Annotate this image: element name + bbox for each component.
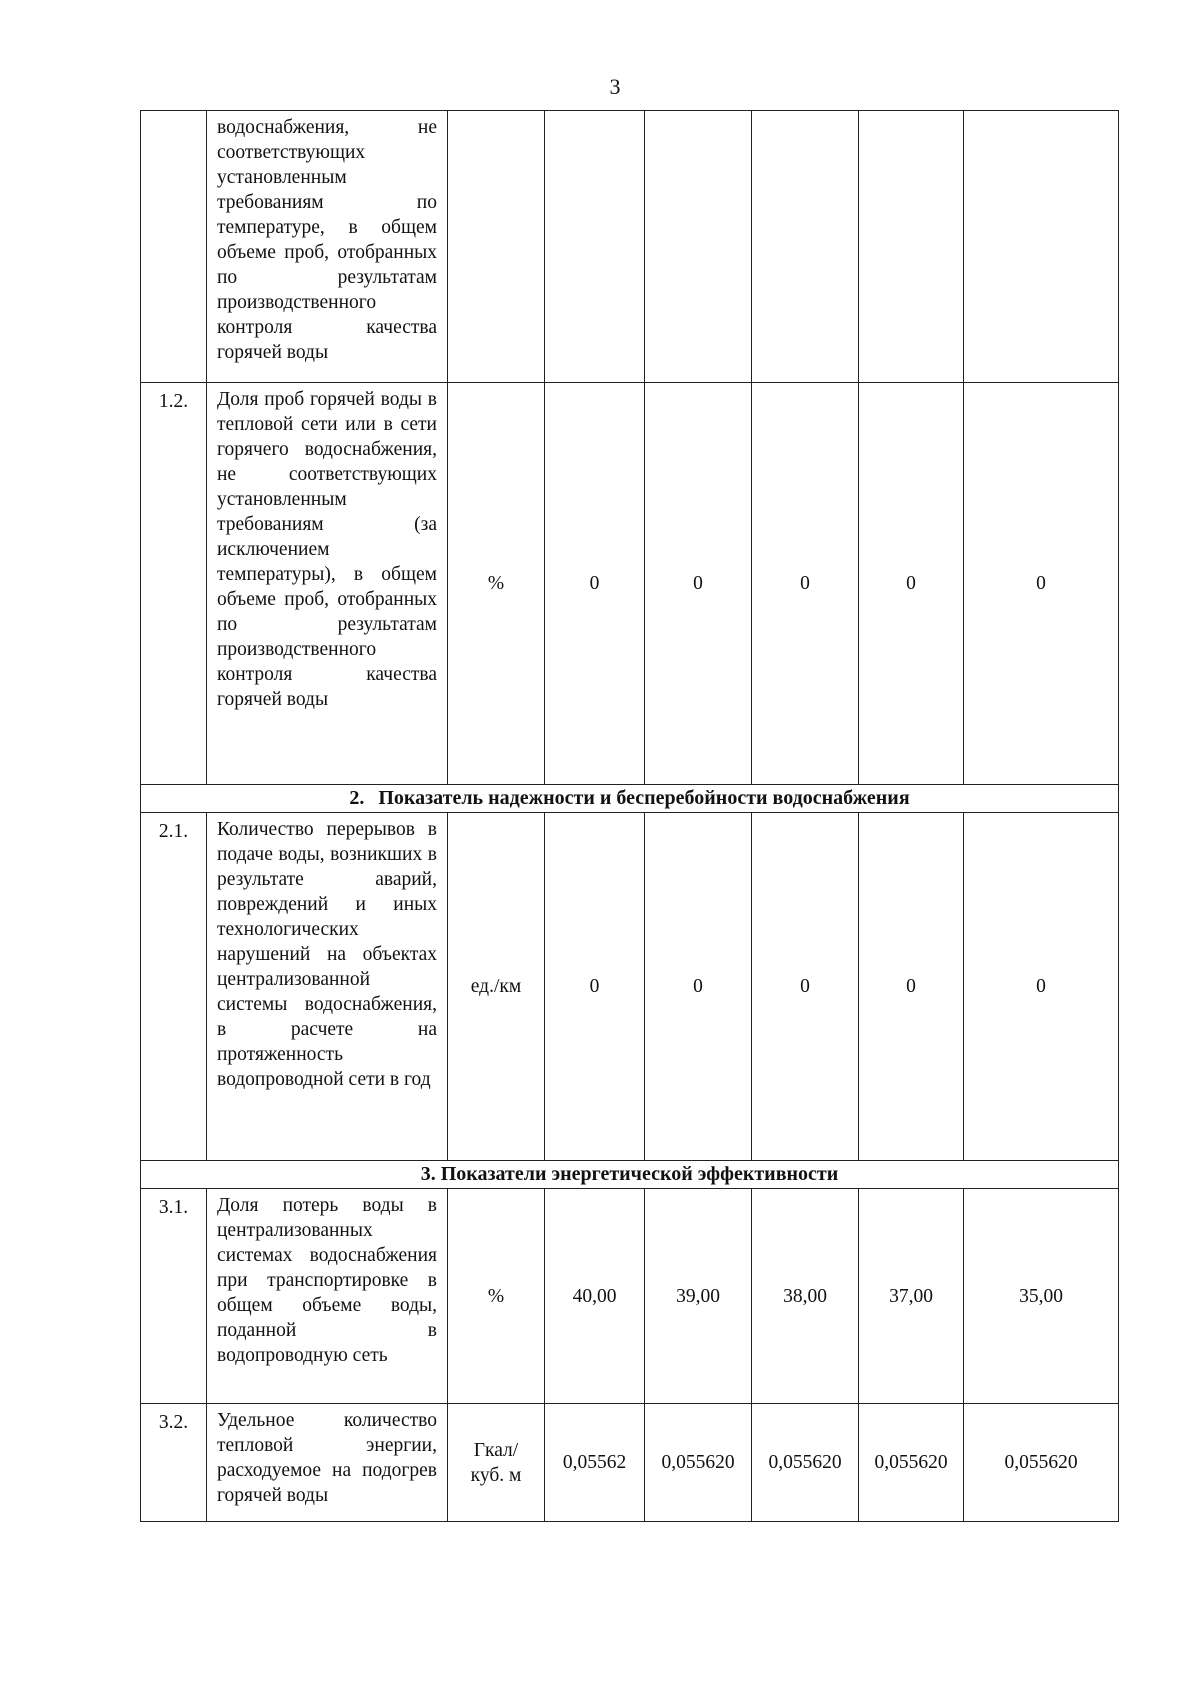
value-cell — [859, 111, 964, 383]
value-cell: 0,055620 — [859, 1404, 964, 1522]
value-cell — [545, 111, 645, 383]
indicator-description: водоснабжения, не соответствующих установленным требованиям по температуре, в общем объеме проб, отобранных по результатам производственного контроля качества горячей воды — [207, 111, 448, 383]
indicator-description: Доля потерь воды в централизованных системах водоснабжения при транспортировке в общем объеме воды, поданной в водопроводную сеть — [207, 1189, 448, 1404]
page-number: 3 — [609, 74, 621, 99]
section-number: 2. — [349, 787, 365, 809]
section-title-cell — [141, 1161, 1119, 1189]
indicator-description: Доля проб горячей воды в тепловой сети или в сети горячего водоснабжения, не соответствующих установленным требованиям (за исключением температуры), в общем объеме проб, отобранных по результатам производственного контроля качества горячей воды — [207, 383, 448, 785]
row-number: 3.1. — [141, 1189, 207, 1404]
table-row — [141, 813, 1119, 1161]
value-cell: 0 — [964, 383, 1119, 785]
unit-cell — [448, 111, 545, 383]
section-header — [141, 785, 1119, 813]
value-cell: 0 — [964, 813, 1119, 1161]
table-row — [141, 111, 1119, 383]
unit-cell: ед./км — [448, 813, 545, 1161]
section-number: 3. — [420, 1163, 436, 1185]
section-title: Показатели энергетической эффективности — [440, 1163, 839, 1185]
value-cell — [752, 111, 859, 383]
table-row — [141, 383, 1119, 785]
row-number: 3.2. — [141, 1404, 207, 1522]
row-number: 2.1. — [141, 813, 207, 1161]
indicator-description: Удельное количество тепловой энергии, расходуемое на подогрев горячей воды — [207, 1404, 448, 1522]
table-row — [141, 1404, 1119, 1522]
value-cell: 0 — [752, 813, 859, 1161]
table-row — [141, 1189, 1119, 1404]
unit-cell: % — [448, 383, 545, 785]
value-cell: 0 — [859, 383, 964, 785]
value-cell: 0 — [545, 383, 645, 785]
value-cell: 0,055620 — [645, 1404, 752, 1522]
value-cell: 39,00 — [645, 1189, 752, 1404]
section-title-cell — [141, 785, 1119, 813]
indicator-description: Количество перерывов в подаче воды, возникших в результате аварий, повреждений и иных технологических нарушений на объектах централизованной системы водоснабжения, в расчете на протяженность водопроводной сети в год — [207, 813, 448, 1161]
value-cell: 38,00 — [752, 1189, 859, 1404]
row-number: 1.2. — [141, 383, 207, 785]
value-cell: 0,055620 — [964, 1404, 1119, 1522]
row-number — [141, 111, 207, 383]
section-header — [141, 1161, 1119, 1189]
value-cell: 0 — [859, 813, 964, 1161]
section-title: Показатель надежности и бесперебойности водоснабжения — [378, 787, 910, 809]
value-cell: 0 — [752, 383, 859, 785]
indicators-table — [140, 110, 1119, 1522]
value-cell: 35,00 — [964, 1189, 1119, 1404]
unit-cell: % — [448, 1189, 545, 1404]
value-cell: 40,00 — [545, 1189, 645, 1404]
value-cell: 37,00 — [859, 1189, 964, 1404]
value-cell: 0 — [545, 813, 645, 1161]
value-cell — [964, 111, 1119, 383]
value-cell — [645, 111, 752, 383]
unit-cell: Гкал/ куб. м — [448, 1404, 545, 1522]
value-cell: 0 — [645, 813, 752, 1161]
value-cell: 0,055620 — [752, 1404, 859, 1522]
value-cell: 0 — [645, 383, 752, 785]
value-cell: 0,05562 — [545, 1404, 645, 1522]
